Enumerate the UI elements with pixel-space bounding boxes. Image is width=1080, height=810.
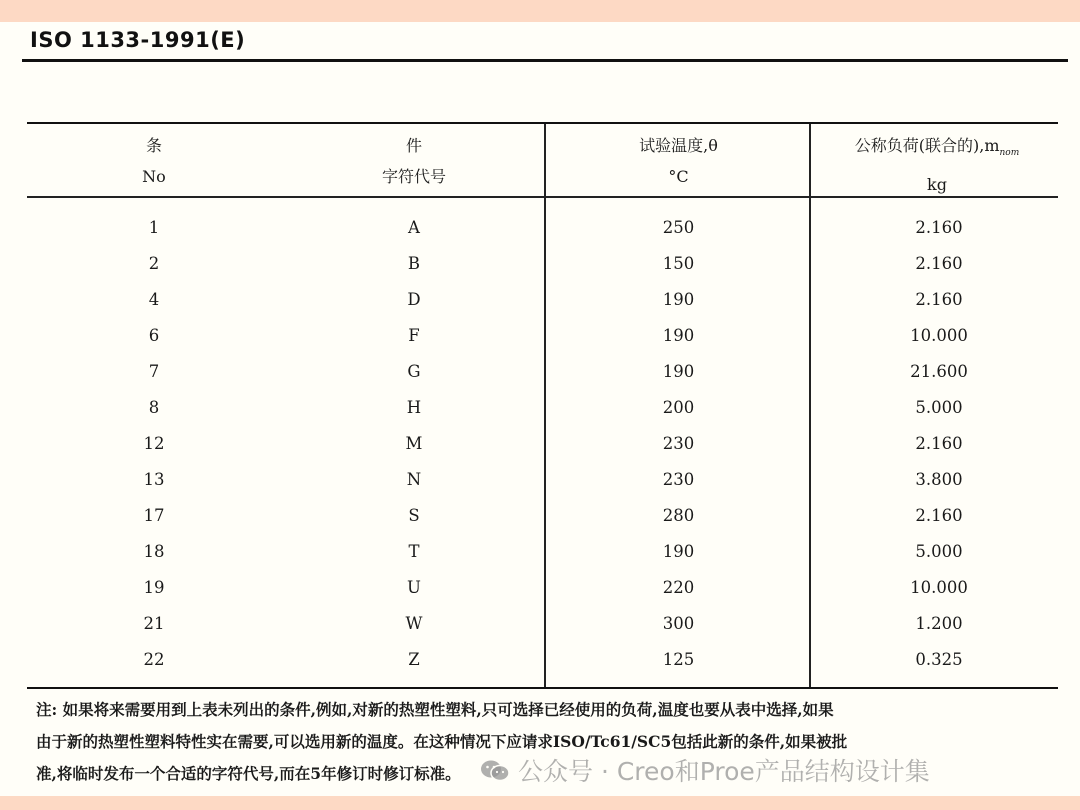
cell-load: 10.000 — [910, 326, 968, 345]
cell-load: 2.160 — [915, 434, 963, 453]
cell-temperature: 190 — [662, 542, 695, 561]
cell-temperature: 200 — [662, 398, 695, 417]
table-row — [27, 570, 1058, 606]
cell-no: 12 — [143, 434, 165, 453]
cell-no: 22 — [143, 650, 165, 669]
table-row — [27, 210, 1058, 246]
cell-temperature: 190 — [662, 326, 695, 345]
header-temperature-top: 试验温度,θ — [639, 136, 718, 155]
cell-code: U — [407, 578, 421, 597]
wechat-icon — [480, 759, 510, 783]
cell-no: 13 — [143, 470, 165, 489]
cell-temperature: 125 — [662, 650, 695, 669]
cell-temperature: 250 — [662, 218, 695, 237]
header-load-unit: kg — [927, 175, 947, 195]
table-row — [27, 354, 1058, 390]
note-line: 准,将临时发布一个合适的字符代号,而在5年修订时修订标准。 — [36, 764, 461, 783]
header-no-bottom: No — [142, 167, 166, 186]
cell-code: B — [407, 254, 421, 273]
cell-code: S — [408, 506, 420, 525]
cell-code: A — [408, 218, 420, 237]
cell-temperature: 150 — [662, 254, 695, 273]
cell-load: 5.000 — [915, 542, 963, 561]
table-row — [27, 246, 1058, 282]
cell-load: 2.160 — [915, 254, 963, 273]
cell-load: 0.325 — [915, 650, 963, 669]
cell-load: 2.160 — [915, 218, 963, 237]
header-temperature-unit: °C — [668, 167, 689, 186]
document-title: ISO 1133-1991(E) — [30, 28, 246, 52]
header-load — [817, 130, 1057, 200]
cell-temperature: 230 — [662, 470, 695, 489]
table-row — [27, 390, 1058, 426]
cell-load: 2.160 — [915, 290, 963, 309]
header-load-top — [817, 130, 1057, 169]
watermark-text: 公众号 · Creo和Proe产品结构设计集 — [518, 757, 930, 786]
table-row — [27, 642, 1058, 678]
header-no-top: 条 — [145, 136, 162, 155]
watermark — [480, 752, 930, 788]
header-code — [344, 130, 484, 192]
cell-no: 18 — [143, 542, 165, 561]
header-code-top: 件 — [405, 136, 422, 155]
table-row — [27, 426, 1058, 462]
cell-no: 6 — [148, 326, 160, 345]
cell-code: D — [407, 290, 421, 309]
note-line: 由于新的热塑性塑料特性实在需要,可以选用新的温度。在这种情况下应请求ISO/Tc61/SC5包括此新的条件,如果被批 — [36, 732, 848, 751]
cell-temperature: 280 — [662, 506, 695, 525]
header-load-subscript: nom — [999, 148, 1020, 159]
table-row — [27, 462, 1058, 498]
cell-code: W — [405, 614, 423, 633]
conditions-table — [27, 122, 1058, 689]
table-row — [27, 282, 1058, 318]
cell-no: 7 — [148, 362, 160, 381]
cell-load: 3.800 — [915, 470, 963, 489]
cell-temperature: 220 — [662, 578, 695, 597]
cell-code: F — [408, 326, 420, 345]
bottom-decorative-band — [0, 796, 1080, 810]
header-code-bottom: 字符代号 — [381, 167, 446, 186]
table-row — [27, 606, 1058, 642]
cell-code: N — [406, 470, 422, 489]
cell-load: 21.600 — [910, 362, 968, 381]
title-rule — [22, 59, 1068, 62]
cell-load: 2.160 — [915, 506, 963, 525]
table-row — [27, 498, 1058, 534]
cell-temperature: 300 — [662, 614, 695, 633]
cell-code: T — [408, 542, 420, 561]
table-row — [27, 318, 1058, 354]
cell-code: H — [406, 398, 422, 417]
top-decorative-band — [0, 0, 1080, 22]
cell-no: 21 — [143, 614, 165, 633]
cell-no: 4 — [148, 290, 160, 309]
cell-no: 2 — [148, 254, 160, 273]
cell-temperature: 190 — [662, 362, 695, 381]
cell-code: G — [407, 362, 421, 381]
table-row — [27, 534, 1058, 570]
cell-temperature: 230 — [662, 434, 695, 453]
cell-no: 17 — [143, 506, 165, 525]
cell-no: 1 — [148, 218, 160, 237]
header-load-label: 公称负荷(联合的),m — [854, 136, 1000, 155]
header-temperature — [567, 130, 790, 192]
cell-load: 1.200 — [915, 614, 963, 633]
cell-no: 8 — [148, 398, 160, 417]
cell-code: M — [405, 434, 423, 453]
cell-load: 10.000 — [910, 578, 968, 597]
cell-temperature: 190 — [662, 290, 695, 309]
cell-load: 5.000 — [915, 398, 963, 417]
cell-no: 19 — [143, 578, 165, 597]
cell-code: Z — [408, 650, 420, 669]
note-line: 注: 如果将来需要用到上表未列出的条件,例如,对新的热塑性塑料,只可选择已经使用的负荷,温度也要从表中选择,如果 — [36, 700, 834, 719]
header-no — [114, 130, 194, 192]
